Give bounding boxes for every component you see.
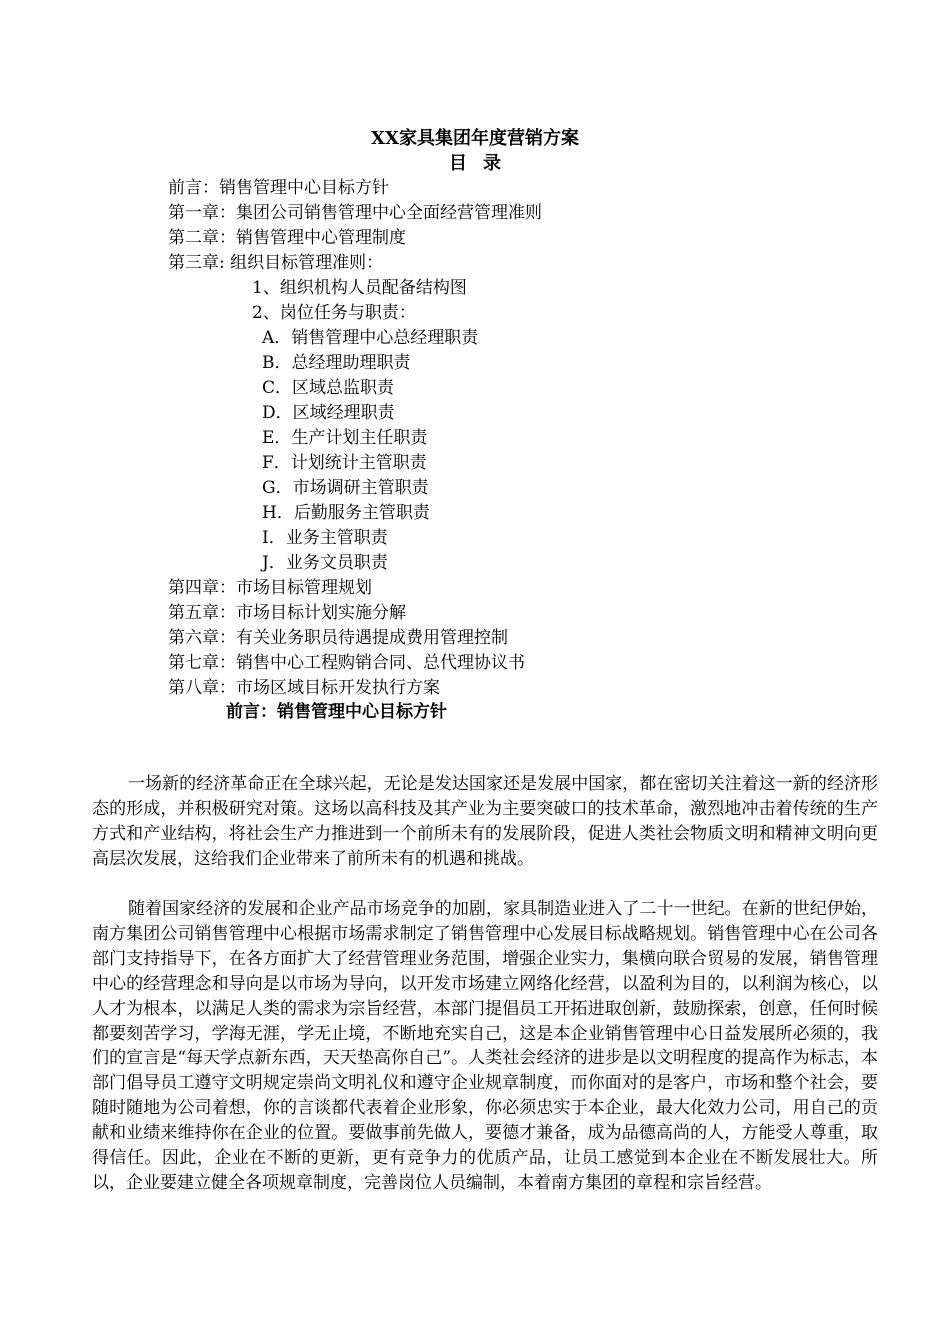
toc-subitem-g: G．市场调研主管职责 <box>262 478 429 498</box>
toc-subitem-i: I．业务主管职责 <box>262 528 388 548</box>
toc-subitem-d: D．区域经理职责 <box>262 403 395 423</box>
section-title-preface: 前言：销售管理中心目标方针 <box>226 702 447 722</box>
toc-heading: 目录 <box>449 153 517 174</box>
toc-subitem-2: 2、岗位任务与职责： <box>252 303 416 323</box>
toc-item-chapter-8: 第八章：市场区域目标开发执行方案 <box>168 678 440 698</box>
toc-item-chapter-3: 第三章: 组织目标管理准则： <box>168 253 384 273</box>
body-paragraph: 随着国家经济的发展和企业产品市场竞争的加剧，家具制造业进入了二十一世纪。在新的世纪伊始，南方集团公司销售管理中心根据市场需求制定了销售管理中心发展目标战略规划。销售管理中心在公司各部门支持指导下，在各方面扩大了经营管理业务范围，增强企业实力，集横向联合贸易的发展，销售管理中心的经营理念和导向是以市场为导向，以开发市场建立网络化经营，以盈利为目的，以利润为核心，以人才为根本，以满足人类的需求为宗旨经营，本部门提倡员工开拓进取创新，鼓励探索，创意，任何时候都要刻苦学习，学海无涯，学无止境，不断地充实自己，这是本企业销售管理中心日益发展所必须的，我们的宣言是“每天学点新东西，天天垫高你自己”。人类社会经济的进步是以文明程度的提高作为标志，本部门倡导员工遵守文明规定崇尚文明礼仪和遵守企业规章制度，而你面对的是客户，市场和整个社会，要随时随地为公司着想，你的言谈都代表着企业形象，你必须忠实于本企业，最大化效力公司，用自己的贡献和业绩来维持你在企业的位置。要做事前先做人，要德才兼备，成为品德高尚的人，方能受人尊重，取得信任。因此，企业在不断的更新，更有竞争力的优质产品，让员工感觉到本企业在不断发展壮大。所以，企业要建立健全各项规章制度，完善岗位人员编制，本着南方集团的章程和宗旨经营。 <box>92 899 878 1193</box>
toc-subitem-a: A．销售管理中心总经理职责 <box>262 328 479 348</box>
toc-item-chapter-1: 第一章：集团公司销售管理中心全面经营管理准则 <box>168 203 542 223</box>
toc-subitem-b: B．总经理助理职责 <box>262 353 411 373</box>
toc-item-chapter-5: 第五章：市场目标计划实施分解 <box>168 603 406 623</box>
toc-subitem-1: 1、组织机构人员配备结构图 <box>252 278 467 298</box>
toc-item-chapter-7: 第七章：销售中心工程购销合同、总代理协议书 <box>168 653 525 673</box>
toc-subitem-e: E．生产计划主任职责 <box>262 428 428 448</box>
document-title: XX家具集团年度营销方案 <box>371 128 579 149</box>
toc-item-chapter-6: 第六章：有关业务职员待遇提成费用管理控制 <box>168 628 508 648</box>
body-paragraph: 一场新的经济革命正在全球兴起，无论是发达国家还是发展中国家，都在密切关注着这一新的经济形态的形成，并积极研究对策。这场以高科技及其产业为主要突破口的技术革命，激烈地冲击着传统的生产方式和产业结构，将社会生产力推进到一个前所未有的发展阶段，促进人类社会物质文明和精神文明向更高层次发展，这给我们企业带来了前所未有的机遇和挑战。 <box>92 774 878 869</box>
toc-subitem-c: C．区域总监职责 <box>262 378 395 398</box>
toc-subitem-f: F．计划统计主管职责 <box>262 453 427 473</box>
toc-subitem-j: J．业务文员职责 <box>262 553 388 573</box>
toc-item-chapter-2: 第二章：销售管理中心管理制度 <box>168 228 406 248</box>
toc-subitem-h: H．后勤服务主管职责 <box>262 503 430 523</box>
toc-item-chapter-4: 第四章：市场目标管理规划 <box>168 578 372 598</box>
toc-item-preface: 前言：销售管理中心目标方针 <box>168 178 389 198</box>
